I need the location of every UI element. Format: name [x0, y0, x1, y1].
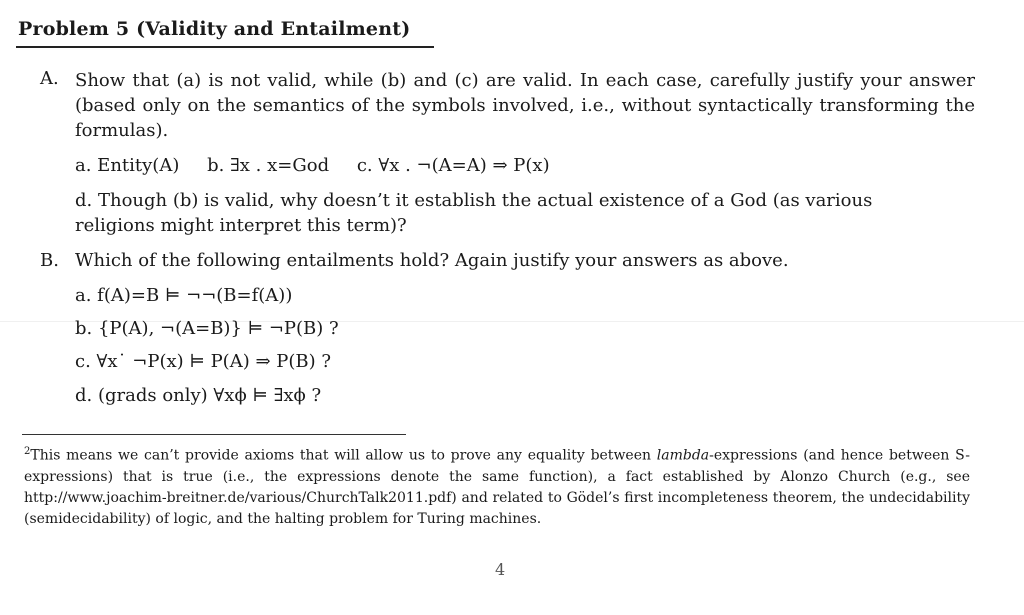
part-a-item-c: c. ∀x . ¬(A=A) ⇒ P(x) — [356, 155, 550, 176]
footnote-rule — [22, 434, 406, 435]
part-a-item-d-line1: d. Though (b) is valid, why doesn’t it establish the actual existence of a God (as various — [75, 190, 873, 211]
part-b-instructions: Which of the following entailments hold? Again justify your answers as above. — [75, 250, 789, 271]
part-a-item-d-line2: religions might interpret this term)? — [75, 215, 407, 236]
part-b-item-b: b. {P(A), ¬(A=B)} ⊨ ¬P(B) ? — [75, 318, 339, 339]
footnote-text-before: This means we can’t provide axioms that will allow us to prove any equality between — [30, 447, 657, 464]
part-a-item-b: b. ∃x . x=God — [207, 155, 330, 176]
part-b-label: B. — [40, 250, 59, 271]
page-number: 4 — [495, 560, 506, 579]
part-b-item-c: c. ∀x˙ ¬P(x) ⊨ P(A) ⇒ P(B) ? — [75, 351, 332, 372]
problem-title: Problem 5 (Validity and Entailment) — [18, 18, 411, 40]
part-a-label: A. — [40, 68, 59, 89]
part-b-item-a: a. f(A)=B ⊨ ¬¬(B=f(A)) — [75, 285, 293, 306]
part-a-instructions: Show that (a) is not valid, while (b) and (c) are valid. In each case, carefully justify your answer (based only on the semantics of the symbols involved, i.e., without syntactically transforming the formulas). — [75, 70, 975, 141]
footnote-text-after: -expressions (and hence between S-expressions) that is true (i.e., the expressions denote the same function), a fact established by Alonzo Church (e.g., see http://www.joachim-breitner.de/various/ChurchTalk2011.pdf) and related to Gödel’s first incompleteness theorem, the undecidability (semidecidability) of logic, and the halting problem for Turing machines. — [24, 447, 970, 527]
footnote — [24, 441, 970, 530]
footnote-marker: 2 — [24, 446, 31, 457]
footnote-italic-term: lambda — [656, 447, 710, 464]
title-underline — [16, 46, 434, 48]
part-a-items-row — [75, 155, 550, 176]
part-a-item-a: a. Entity(A) — [75, 155, 180, 176]
part-b-item-d: d. (grads only) ∀xϕ ⊨ ∃xϕ ? — [75, 385, 322, 406]
